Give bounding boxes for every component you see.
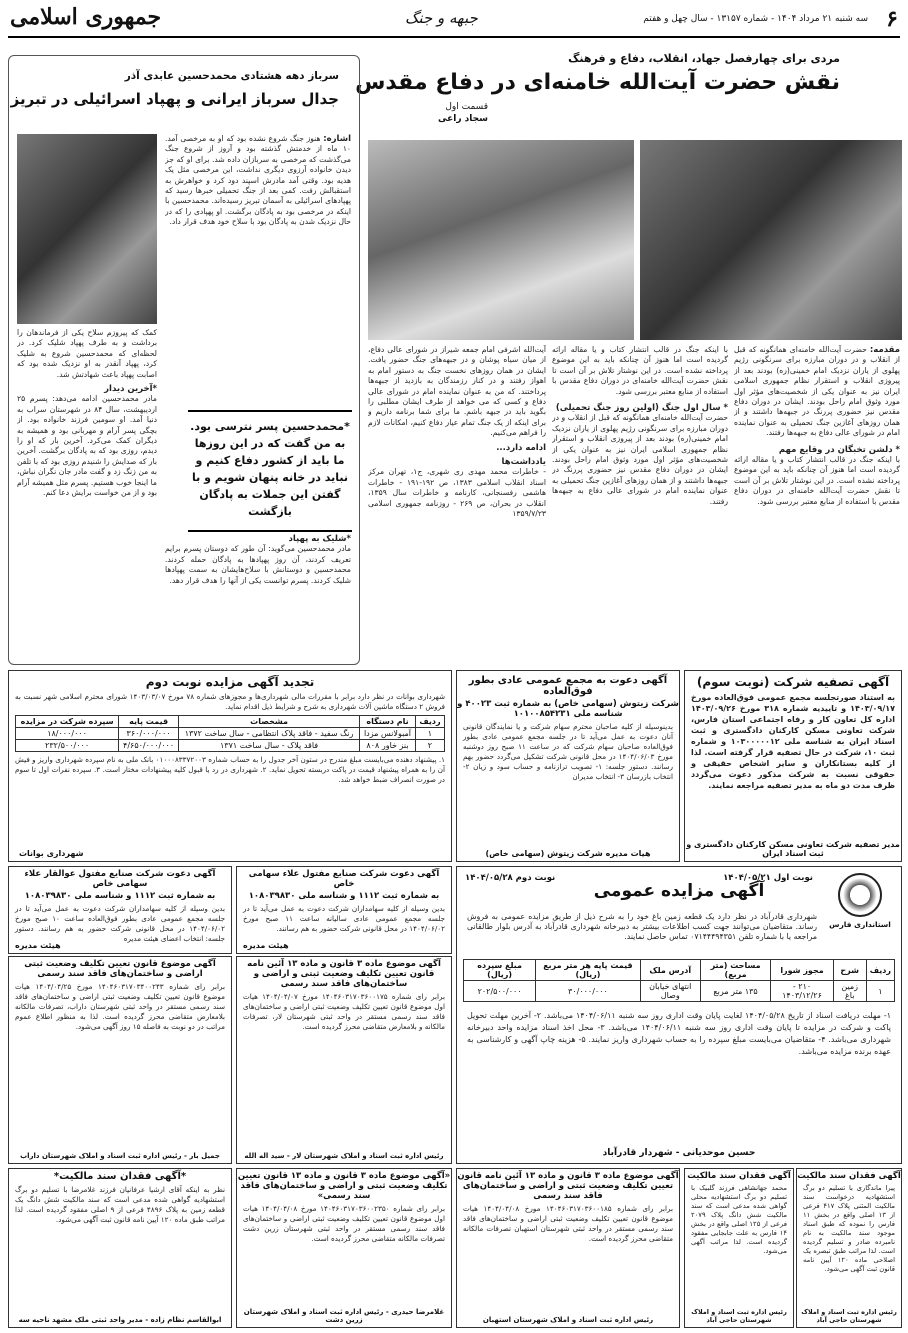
ad-sooleh2-title: آگهی دعوت شرکت صنایع مفتول علاء سهامی خاص: [248, 869, 440, 889]
ad-liquidation-footer: مدیر تصفیه شرکت تعاونی مسکن کارکنان دادگستری و ثبت اسناد ایران: [686, 840, 900, 858]
table-cell: ۲۰۲/۵۰۰/۰۰۰: [464, 981, 536, 1002]
ad-law2-body: برابر رای شماره ۱۴۰۴۶۰۳۱۷۰۳۶۰۰۱۷۵ مورخ ۱۴۰۴/۰۴/۰۷ هیات اول موضوع قانون تعیین تکلیف وضعیت ثبتی اراضی و ساختمان‌های فاقد سند رسمی مستقر در واحد ثبتی شهرستان لار، تصرفات مالکانه و بلامعارض متقاضی محرز گردیده است.: [243, 992, 445, 1031]
ad-sooleh2-footer: هیئت مدیره: [243, 941, 289, 950]
auction-intro: شهرداری قادرآباد در نظر دارد یک قطعه زمین باغ خود را به شرح ذیل از طریق مزایده عمومی به فروش رساند. متقاضیان می‌توانند جهت کسب اطلاعات بیشتر به دبیرخانه شهرداری قادرآباد به آدرس بلوار طالقانی مراجعه یا با شماره تلفن ۰۷۱۴۴۴۹۴۳۵۱ تماس حاصل نمایند.: [467, 912, 817, 941]
page-number: ۶: [886, 6, 898, 32]
paper-logo: جمهوری اسلامی: [10, 4, 162, 30]
ad-liquidation-body: به استناد صورتجلسه مجمع عمومی فوق‌العاده مورخ ۱۴۰۳/۰۹/۱۷ و تاییدیه شماره ۳۱۸ مورخ ۱۴۰۳/۰۹/۲۶ اداره کل تعاون کار و رفاه اجتماعی استان فارس، شرکت تعاونی مسکن کارکنان دادگستری و ثبت اسناد ایران به شناسه ملی ۱۰۳۰۰۰۰۰۱۲ و شماره ثبت ۱۰، شرکت در حال تصفیه قرار گرفته است. لذا از کلیه بستانکاران و سایر اشخاص حقیقی و حقوقی نسبت به شرکت مذکور دعوت می‌گردد ظرف مدت دو ماه به مدیر تصفیه مراجعه نمایند.: [691, 693, 896, 790]
table-row: [16, 716, 445, 728]
main-col-1: [734, 345, 900, 657]
ad-lost3-body: برابر رای شماره ۱۴۰۴۶۰۳۱۷۰۳۶۰۰۲۳۵۰ مورخ ۱۴۰۴/۰۴/۰۸ هیات اول موضوع قانون تعیین تکلیف وضعیت ثبتی اراضی و ساختمان‌های فاقد سند رسمی مستقر در واحد ثبتی شهرستان زرین دشت تصرفات مالکانه متقاضی محرز گردیده است.: [243, 1204, 446, 1243]
table-cell: ۴/۶۵۰/۰۰۰/۰۰۰: [119, 740, 179, 752]
table-header: مساحت (متر مربع): [700, 960, 771, 981]
table-cell: ۲۱۰ - ۱۴۰۳/۱۲/۲۶: [771, 981, 833, 1002]
page-header: [0, 0, 908, 38]
table-header: مبلغ سپرده (ریال): [464, 960, 536, 981]
main-body-1: حضرت آیت‌الله خامنه‌ای همانگونه که قبل از انقلاب و در دوران مبارزه برای سرنگونی رژیم پهلوی از یاران نزدیک امام خمینی(ره) بودند بعد از پیروزی انقلاب و استقرار نظام جمهوری اسلامی ایران نیز به عنوان یکی از شخصیت‌های مؤثر اول مورد وثوق امام راحل بودند. ایشان در دوران دفاع مقدس نیز حضوری پررنگ در جبهه‌ها داشتند و از همان روزهای آغازین جنگ تحمیلی به عنوان نماینده امام در شورای عالی دفاع به جبهه‌ها رفتند.: [734, 345, 900, 438]
main-col-3: [368, 345, 546, 657]
main-body-2b: حضرت آیت‌الله خامنه‌ای همانگونه که قبل از انقلاب و در دوران مبارزه برای سرنگونی رژیم پهلوی از یاران نزدیک امام خمینی(ره) بودند بعد از پیروزی انقلاب و استقرار نظام جمهوری اسلامی ایران نیز به عنوان یکی از شخصیت‌های مؤثر اول مورد وثوق امام راحل بودند. ایشان در دوران دفاع مقدس نیز حضوری پررنگ در جبهه‌ها داشتند و از همان روزهای آغازین جنگ تحمیلی به عنوان نماینده امام در شورای عالی دفاع به جبهه‌ها رفتند.: [552, 413, 728, 506]
ad-law-2: [236, 956, 452, 1164]
ad-lost-3: [236, 1168, 452, 1328]
table-header: قیمت پایه هر متر مربع (ریال): [536, 960, 640, 981]
table-cell: ۱: [415, 728, 444, 740]
photo-soldier: [17, 134, 157, 324]
side-article-box: [8, 55, 360, 665]
ad-law1-title: آگهی موضوع قانون تعیین تکلیف وضعیت ثبتی اراضی و ساختمان‌های فاقد سند رسمی: [24, 959, 216, 979]
table-header: مجوز شورا: [771, 960, 833, 981]
ad-liquidation: [684, 670, 902, 862]
ad-lost3-title: «آگهی موضوع ماده ۳ قانون و ماده ۱۳ قانون تعیین تکلیف وضعیت ثبتی و اراضی و ساختمان‌های فاقد سند رسمی»: [237, 1171, 451, 1201]
ad-law3-body: برابر رای شماره ۱۴۰۴۶۰۳۱۷۰۳۶۰۰۱۸۵ مورخ ۱۴۰۴/۰۴/۰۸ هیات موضوع قانون تعیین تکلیف وضعیت ثبتی اراضی و ساختمان‌های فاقد سند رسمی مستقر در واحد ثبتی شهرستان استهبان تصرفات مالکانه متقاضی محرز گردیده است.: [463, 1204, 673, 1243]
table-cell: ۱: [866, 981, 894, 1002]
side-subhead-b: *شلیک به پهپاد: [288, 534, 351, 544]
ad-sooleh: [8, 866, 232, 954]
seal-icon: [838, 873, 882, 917]
table-header: سپرده شرکت در مزایده: [16, 716, 119, 728]
ad-law-3: [456, 1168, 680, 1328]
ad-lost1-body: پیرا ماندگاری با تسلیم دو برگ استشهادیه درخواست سند مالکیت المثنی پلاک ۴۱۷ فرعی از ۱۳ اصلی واقع در بخش ۱۱ فارس را نموده که طبق اسناد موجود سند مالکیت به نام نامبرده صادر و تسلیم گردیده است. لذا مراتب طبق تبصره یک اصلاحی ماده ۱۲۰ آیین نامه قانون ثبت آگهی می‌شود.: [803, 1184, 896, 1273]
header-rule: [8, 36, 900, 38]
ad-lost2-footer: رئیس اداره ثبت اسناد و املاک شهرستان حاجی آباد: [691, 1308, 787, 1324]
side-kicker: سرباز دهه هشتادی محمدحسین عابدی آذر: [124, 70, 339, 82]
ad-invite-subtitle: شرکت زیتوش (سهامی خاص) به شماره ثبت ۴۰۰۲۳ و شناسه ملی ۱۰۱۰۰۸۵۴۲۳۱: [457, 699, 679, 719]
table-cell: انتهای خیابان وصال: [640, 981, 700, 1002]
ad-sooleh-sub: به شماره ثبت ۱۱۱۲ و شناسه ملی ۱۰۸۰۳۹۸۳۰: [24, 891, 216, 901]
ad-lost2-title: آگهی فقدان سند مالکیت: [687, 1171, 791, 1181]
table-header: قیمت پایه: [119, 716, 179, 728]
intro-heading: مقدمه:: [869, 345, 900, 355]
side-body-d: مادر محمدحسین ادامه می‌دهد: پسرم ۲۵ اردیبهشت، سال ۸۴ در شهرستان سراب به دنیا آمد. او سومین فرزند خانواده بود. از بچگی پسر آرام و مهربانی بود و همیشه به دیگران کمک می‌کرد. آخرین بار که او را دیدم، روزی بود که به پادگان برگشت.: [17, 394, 157, 456]
auction-round-1: نوبت اول ۱۴۰۴/۰۵/۲۱: [723, 873, 813, 883]
ad-law2-footer: رئیس اداره ثبت اسناد و املاک شهرستان لار - سید اله الله: [244, 1152, 444, 1160]
side-col-c: [17, 328, 157, 658]
table-cell: زمین باغ: [833, 981, 866, 1002]
footnotes: - خاطرات محمد مهدی ری شهری، ج۱، تهران مرکز اسناد انقلاب اسلامی ۱۳۸۳، ص ۱۹۲-۱۹۱ - خاطرات هاشمی رفسنجانی، کارنامه و خاطرات سال ۱۳۵۹، انقلاب در بحران، ص ۲۶۹ - روزنامه جمهوری اسلامی ۱۳۵۹/۷/۲۳: [368, 467, 546, 519]
side-title: جدال سرباز ایرانی و پهپاد اسرائیلی در تبریز: [10, 90, 339, 108]
auction-round-2: نوبت دوم ۱۴۰۴/۰۵/۲۸: [465, 873, 556, 883]
ad-renewal-table: [15, 715, 445, 752]
ad-lost-1: [796, 1168, 902, 1328]
ad-renewal-footer: شهرداری بوانات: [19, 849, 84, 858]
table-cell: ۲: [415, 740, 444, 752]
ad-law-1: [8, 956, 232, 1164]
ad-law2-title: آگهی موضوع ماده ۳ قانون و ماده ۱۳ آئین نامه قانون تعیین تکلیف وضعیت ثبتی و اراضی و ساختمان‌های فاقد سند رسمی: [247, 959, 441, 989]
ad-sooleh-title: آگهی دعوت شرکت صنایع مفتول عوالقار علاء سهامی خاص: [24, 869, 216, 889]
side-subhead-c: *آخرین دیدار: [104, 384, 157, 395]
ad-lost4-title: *آگهی فقدان سند مالکیت*: [53, 1171, 187, 1182]
ad-sooleh2-body: بدین وسیله از کلیه سهامداران شرکت دعوت به عمل می‌آید تا در جلسه مجمع عمومی عادی سالیانه ساعت ۱۱ صبح مورخ ۱۴۰۴/۰۶/۰۲ در محل قانونی شرکت حضور به هم رسانند.: [243, 904, 445, 933]
ad-sooleh-footer: هیئت مدیره: [15, 941, 61, 950]
side-intro-text: هنوز جنگ شروع نشده بود که او به مرخصی آمد. ۱۰ ماه از خدمتش گذشته بود و آروز از شروع جنگ می‌گذشت که مرخصی به سربازان داده شد. برای او که جز دیدن خانواده آرزوی دیگری نداشت، این مرخصی مثل یک هدیه بود. وقتی آمد مادرش اسپند دود کرد و خواهرش به استقبالش رفت.: [165, 134, 351, 196]
table-row: [464, 960, 895, 981]
table-cell: ۲۳۲/۵۰۰/۰۰۰: [16, 740, 119, 752]
ad-invite-title: آگهی دعوت به مجمع عمومی عادی بطور فوق‌العاده: [468, 675, 668, 697]
side-intro-label: اشاره:: [323, 134, 351, 144]
ad-law1-footer: جمیل بار - رئیس اداره ثبت اسناد و املاک شهرستان داراب: [20, 1152, 220, 1160]
main-body-4: که من به عنوان نماینده امام در شورای عالی دفاع و کسی که می خواهد از طرف ایشان مطلبی را بگوید باید در جبهه باشم. ما برای شما برنامه داریم و برای اینکه از یک جنگ تمام عیار دفاع کنیم، امکانات لازم را فراهم می‌کنیم.: [368, 386, 546, 438]
side-body-a: کمی بعد از جنگ تحمیلی خبرها رسید که پهپادهای اسرائیلی به آسمان تبریز رسیده‌اند. محمدحسین با اینکه در مرخصی بود به پادگان برگشت. او پهپادی را که در حال نزدیک شدن به پادگان بود با سلاح خود هدف قرار داد.: [165, 186, 351, 227]
table-cell: ۱۳۵ متر مربع: [700, 981, 771, 1002]
main-article-title: نقش حضرت آیت‌الله خامنه‌ای در دفاع مقدس: [355, 70, 840, 95]
ad-invite-body: بدینوسیله از کلیه صاحبان محترم سهام شرکت و یا نمایندگان قانونی آنان دعوت به عمل می‌آید تا در جلسه مجمع عمومی عادی بطور فوق‌العاده صاحبان سهام شرکت که در ساعت ۱۱ صبح روز دوشنبه مورخ ۱۴۰۴/۰۶/۰۳ در محل قانونی شرکت تشکیل می‌گردد حضور بهم رسانند. دستور جلسه: ۱- تصویب ترازنامه و حساب سود و زیان ۲- انتخاب بازرسان ۳- انتخاب مدیران: [463, 722, 673, 781]
ad-lost4-footer: ابوالقاسم نظام زاده - مدیر واحد ثبتی ملک مشهد ناحیه سه: [18, 1316, 222, 1324]
ad-lost3-footer: غلامرضا حیدری - رئیس اداره ثبت اسناد و املاک شهرستان زرین دشت: [243, 1308, 445, 1324]
side-intro: [165, 134, 351, 366]
auction-footer: حسین موحدیانی - شهردار قادرآباد: [602, 1148, 756, 1158]
article-part: قسمت اول: [445, 102, 488, 112]
table-cell: بنز خاور ۸۰۸: [360, 740, 416, 752]
ad-lost-2: [684, 1168, 794, 1328]
ad-law3-title: آگهی موضوع ماده ۳ قانون و ماده ۱۳ آئین نامه قانون تعیین تکلیف وضعیت ثبتی و اراضی و ساختمان‌های فاقد سند رسمی: [457, 1171, 679, 1201]
table-cell: فاقد پلاک - سال ساخت ۱۳۷۱: [179, 740, 360, 752]
section-name: جبهه و جنگ: [405, 9, 478, 27]
table-cell: ۳۰/۰۰۰/۰۰۰: [536, 981, 640, 1002]
ad-invite: [456, 670, 680, 862]
side-body-e: آخرین بار که صدایش را شنیدم روزی بود که با تلفن به من زنگ زد و گفت مادر جان نگران نباش، ما اینجا خوب هستیم. پسرم مثل همیشه آرام بود و از من خواست برایش دعا کنم.: [17, 446, 157, 498]
ad-invite-footer: هیات مدیره شرکت زیتوش (سهامی خاص): [485, 849, 651, 858]
table-row: [464, 981, 895, 1002]
auction-org: استانداری فارس: [829, 920, 891, 929]
ad-lost1-title: آگهی فقدان سند مالکیت: [797, 1171, 901, 1181]
table-header: شرح: [833, 960, 866, 981]
ad-sooleh-2: [236, 866, 452, 954]
main-subhead-2: * دلشن تخبگان در وقایع مهم: [778, 444, 900, 455]
table-header: آدرس ملک: [640, 960, 700, 981]
table-header: ردیف: [415, 716, 444, 728]
ad-sooleh-body: بدین وسیله از کلیه سهامداران شرکت دعوت به عمل می‌آید تا در جلسه مجمع عمومی عادی بطور فوق‌العاده ساعت ۱۰ صبح مورخ ۱۴۰۴/۰۶/۰۲ در محل قانونی شرکت حضور به هم رسانند. دستور جلسه: انتخاب اعضای هیئت مدیره: [15, 904, 226, 943]
table-cell: رنگ سفید - فاقد پلاک انتظامی - سال ساخت ۱۳۷۲: [179, 728, 360, 740]
ad-lost-4: [8, 1168, 232, 1328]
main-subhead-1: * سال اول جنگ (اولین روز جنگ تحمیلی): [555, 403, 728, 414]
ad-liquidation-title: آگهی تصفیه شرکت (نوبت سوم): [696, 675, 890, 689]
footnotes-title: یادداشت‌ها: [501, 457, 546, 468]
ad-renewal-title: تجدید آگهی مزایده نوبت دوم: [145, 675, 315, 689]
table-cell: ۳۶۰/۰۰۰/۰۰۰: [119, 728, 179, 740]
date-line: سه شنبه ۲۱ مرداد ۱۴۰۴ - شماره ۱۳۱۵۷ - سال چهل و هفتم: [643, 14, 868, 24]
ad-renewal-body: ۱. پیشنهاد دهنده می‌بایست مبلغ مندرج در ستون آخر جدول را به حساب شماره ۰۱۰۰۰۸۳۳۷۲۰۰۳ بانک ملی به نام سپرده شهرداری واریز و فیش آن را به همراه پیشنهاد قیمت در پاکت دربسته تحویل نماید. ۲. شهرداری در رد یا قبول کلیه پیشنهادات مختار است. ۳. سپرده نفرات اول تا سوم در صورت انصراف ضبط خواهد شد.: [15, 755, 445, 784]
auction-title: آگهی مزایده عمومی: [593, 881, 765, 901]
table-header: مشخصات: [179, 716, 360, 728]
main-col-2: [552, 345, 728, 657]
table-header: ردیف: [866, 960, 894, 981]
main-body-3: آیت‌الله اشرفی امام جمعه شیراز در شورای عالی دفاع، از میان سیاه پوشان و در جبهه‌های جنگ حضور یافت. ایشان در همان روزهای نخست جنگ به دستور امام به اهواز رفتند و در کنار رزمندگان به بازدید از جبهه‌ها پرداختند.: [368, 345, 546, 396]
ad-lost4-body: نظر به اینکه آقای ارشیا عرفانیان فرزند غلامرضا با تسلیم دو برگ استشهادیه گواهی شده مدعی است که سند مالکیت شش دانگ یک قطعه زمین به پلاک ۴۸۹۶ فرعی از ۹ اصلی مفقود گردیده است. لذا مراتب طبق ماده ۱۲۰ آیین نامه قانون ثبت آگهی می‌شود.: [15, 1185, 225, 1224]
table-row: [16, 728, 445, 740]
ad-law3-footer: رئیس اداره ثبت اسناد و املاک شهرستان استهبان: [482, 1316, 654, 1324]
table-cell: آمبولانس مزدا: [360, 728, 416, 740]
article-author: سجاد راعی: [438, 114, 488, 124]
ad-public-auction: [456, 866, 902, 1164]
main-article-kicker: مردی برای چهارفصل جهاد، انقلاب، دفاع و فرهنگ: [568, 52, 840, 65]
ad-renewal-intro: شهرداری بوانات در نظر دارد برابر با مقررات مالی شهرداری‌ها و مجوزهای شماره ۷۸ مورخ ۱۴۰۳/۰۳/۰۷ شورای محترم اسلامی شهر نسبت به فروش ۲ دستگاه ماشین آلات شهرداری به شرح و شرایط ذیل اقدام نماید.: [15, 692, 445, 711]
ad-law1-body: برابر رای شماره ۱۴۰۴۶۰۳۱۷۰۳۴۰۰۲۴۳ مورخ ۱۴۰۴/۰۴/۲۵ هیات موضوع قانون تعیین تکلیف وضعیت ثبتی اراضی و ساختمان‌های فاقد سند رسمی مستقر در واحد ثبتی شهرستان داراب، تصرفات مالکانه بلامعارض متقاضی محرز گردیده است. لذا به منظور اطلاع عموم مراتب در دو نوبت به فاصله ۱۵ روز آگهی می‌شود.: [15, 982, 225, 1031]
auction-table: [463, 959, 895, 1002]
side-body-b: مادر محمدحسین می‌گوید: آن طور که دوستان پسرم برایم تعریف کردند، آن روز پهپادها به پادگان حمله کردند. محمدحسین و دوستانش با سلاح‌هایشان به سمت پهپادها شلیک کردند. پسرم توانست یکی از آنها را هدف قرار دهد.: [165, 544, 351, 585]
ad-renewal-auction: [8, 670, 452, 862]
main-continued: ادامه دارد...: [496, 442, 546, 453]
side-body-c: کمک که پیروزم سلاح یکی از فرماندهان را برداشت و به طرف پهپاد شلیک کرد. در لحظه‌ای که محمدحسین شروع به شلیک کرد، پهپاد آنقدر به او نزدیک شده بود که اصابت پهپاد باعث شهادتش شد.: [17, 328, 157, 379]
photo-leaders-meeting: [640, 140, 902, 340]
table-header: نام دستگاه: [360, 716, 416, 728]
photo-frontline-commanders: [368, 140, 634, 340]
table-row: [16, 740, 445, 752]
ad-sooleh2-sub: به شماره ثبت ۱۱۱۲ و شناسه ملی ۱۰۸۰۳۹۸۳۰: [248, 891, 440, 901]
side-col-b: [165, 534, 351, 658]
table-cell: ۱۸/۰۰۰/۰۰۰: [16, 728, 119, 740]
main-body-1b: با اینکه جنگ در قالب انتشار کتاب و یا مقاله ارائه گردیده است اما هنوز آن چنانکه باید به این موضوع پرداخته نشده است. در این نوشتار تلاش بر آن است تا نقش حضرت آیت‌الله خامنه‌ای در دوران دفاع مقدس با استفاده از منابع معتبر بررسی شود.: [734, 455, 900, 506]
ad-lost1-footer: رئیس اداره ثبت اسناد و املاک شهرستان حاجی آباد: [801, 1308, 897, 1324]
main-body-2: با اینکه جنگ در قالب انتشار کتاب و یا مقاله ارائه گردیده است اما هنوز آن چنانکه باید به این موضوع پرداخته نشده است. در این نوشتار تلاش بر آن است تا نقش حضرت آیت‌الله خامنه‌ای در دوران دفاع مقدس با استفاده از منابع معتبر بررسی شود.: [552, 345, 728, 396]
auction-body: ۱- مهلت دریافت اسناد از تاریخ ۱۴۰۴/۰۵/۲۸ لغایت پایان وقت اداری روز سه شنبه ۱۴۰۴/۰۶/۱۱ می‌باشد. ۲- آخرین مهلت تحویل پاکت و شرکت در مزایده تا پایان وقت اداری روز سه شنبه ۱۴۰۴/۰۶/۱۱ می‌باشد. ۳- محل اخذ اسناد مزایده واحد دبیرخانه شهرداری می‌باشد. ۴- متقاضیان می‌بایست مبلغ سپرده را به حساب شهرداری واریز نمایند. ۵- هزینه چاپ آگهی و کارشناسی به عهده برنده مزایده می‌باشد.: [467, 1011, 892, 1056]
pull-quote: *محمدحسین پسر نترسی بود. به من گفت که در این روزها ما باید از کشور دفاع کنیم و نباید در خانه پنهان شویم و با گفتن این جملات به پادگان بازگشت: [188, 410, 352, 532]
ad-lost2-body: محمد جهانشاهی فرزند گلبیک با تسلیم دو برگ استشهادیه محلی گواهی شده مدعی است که سند مالکیت شش دانگ پلاک ۲۰۷۹ فرعی از ۱۲۵ اصلی واقع در بخش ۱۴ فارس به علت جابجایی مفقود گردیده است. لذا مراتب آگهی می‌شود.: [691, 1184, 787, 1255]
auction-org-seal: [825, 873, 895, 935]
